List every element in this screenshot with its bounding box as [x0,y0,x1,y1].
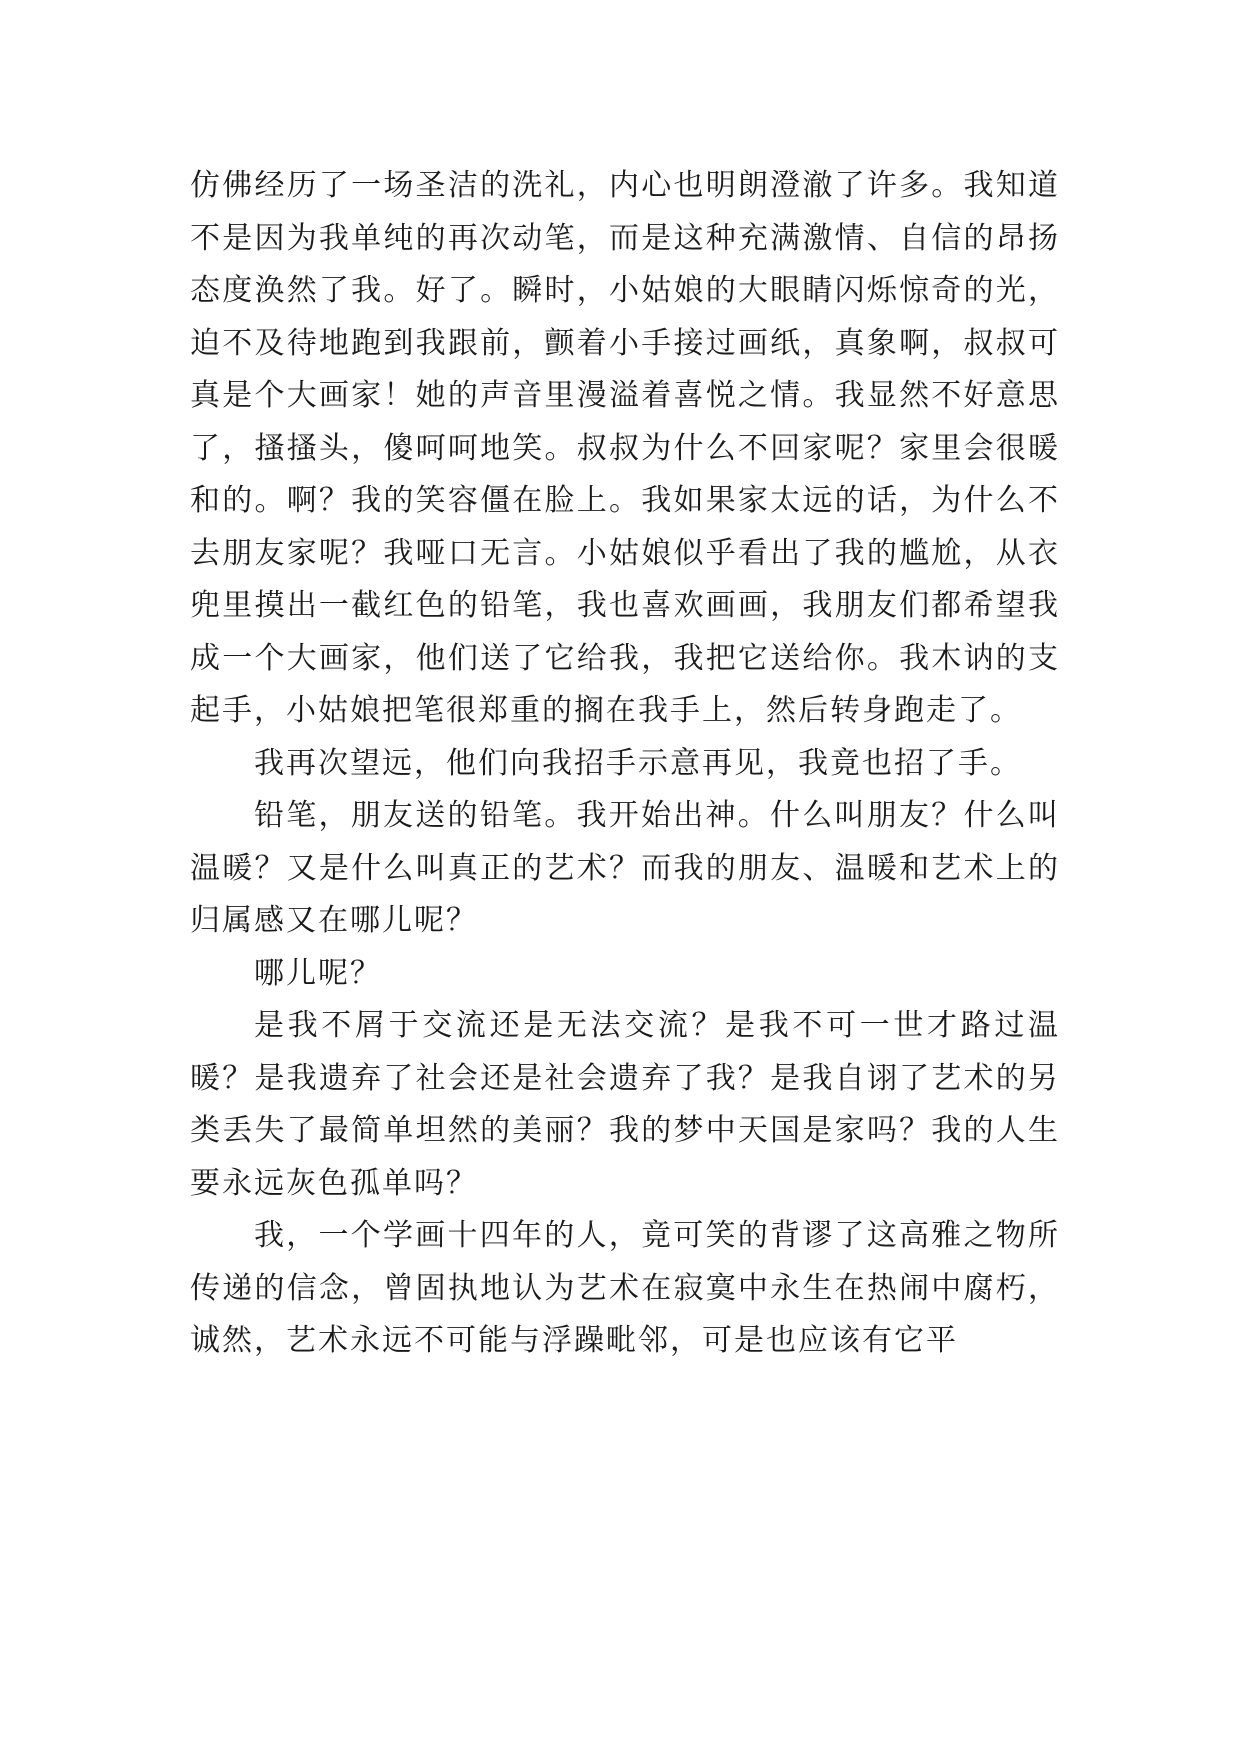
document-body [190,160,1060,1368]
paragraph: 哪儿呢？ [254,955,382,991]
paragraph: 仿佛经历了一场圣洁的洗礼，内心也明朗澄澈了许多。我知道不是因为我单纯的再次动笔，而是这种充满激情、自信的昂扬态度涣然了我。好了。瞬时，小姑娘的大眼睛闪烁惊奇的光，迫不及待地跑到我跟前，颤着小手接过画纸，真象啊，叔叔可真是个大画家！她的声音里漫溢着喜悦之情。我显然不好意思了，搔搔头，傻呵呵地笑。叔叔为什么不回家呢？家里会很暖和的。啊？我的笑容僵在脸上。我如果家太远的话，为什么不去朋友家呢？我哑口无言。小姑娘似乎看出了我的尴尬，从衣兜里摸出一截红色的铅笔，我也喜欢画画，我朋友们都希望我成一个大画家，他们送了它给我，我把它送给你。我木讷的支起手，小姑娘把笔很郑重的搁在我手上，然后转身跑走了。 [190,168,1060,728]
paragraph: 我再次望远，他们向我招手示意再见，我竟也招了手。 [254,745,1022,781]
paragraph: 铅笔，朋友送的铅笔。我开始出神。什么叫朋友？什么叫温暖？又是什么叫真正的艺术？而我的朋友、温暖和艺术上的归属感又在哪儿呢？ [190,798,1060,938]
paragraph: 是我不屑于交流还是无法交流？是我不可一世才路过温暖？是我遗弃了社会还是社会遗弃了我？是我自诩了艺术的另类丢失了最简单坦然的美丽？我的梦中天国是家吗？我的人生要永远灰色孤单吗？ [190,1008,1060,1201]
paragraph: 我，一个学画十四年的人，竟可笑的背谬了这高雅之物所传递的信念，曾固执地认为艺术在寂寞中永生在热闹中腐朽，诚然，艺术永远不可能与浮躁毗邻，可是也应该有它平 [190,1218,1060,1358]
